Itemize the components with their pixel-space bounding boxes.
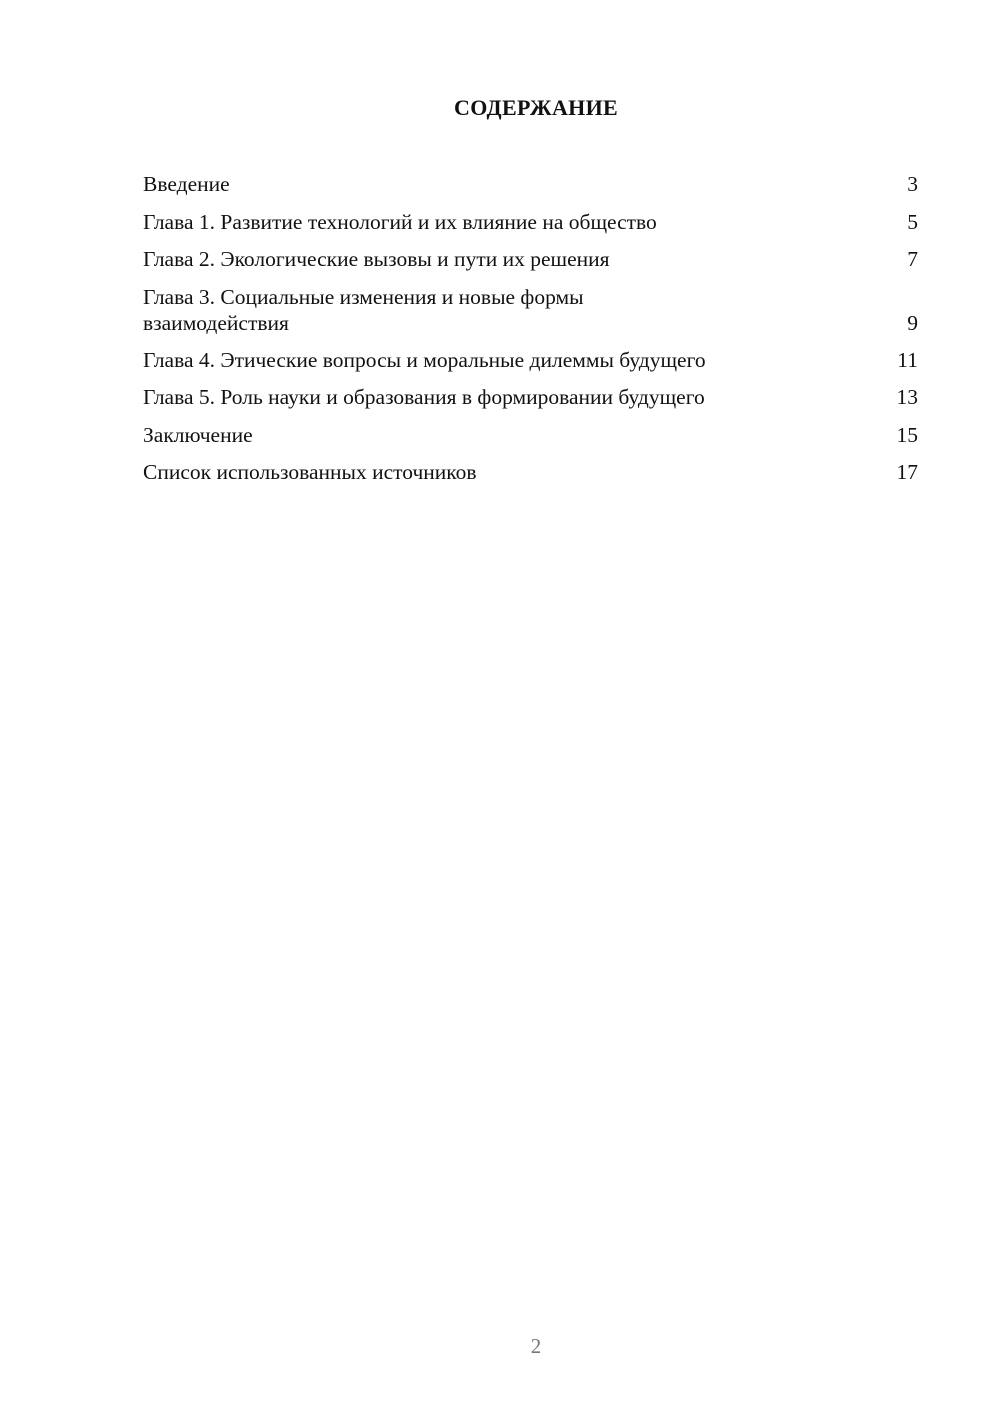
toc-entry-page: 5	[907, 209, 918, 234]
toc-entry-text: Глава 1. Развитие технологий и их влияние на общество	[143, 209, 657, 234]
toc-entry-chapter-1[interactable]	[143, 209, 918, 235]
toc-entry-chapter-3[interactable]	[143, 284, 918, 336]
toc-entry-text: Глава 4. Этические вопросы и моральные дилеммы будущего	[143, 347, 706, 372]
toc-entry-references[interactable]	[143, 459, 918, 485]
toc-entry-chapter-4[interactable]	[143, 347, 918, 373]
toc-title: СОДЕРЖАНИЕ	[454, 95, 618, 120]
toc-entry-page: 15	[896, 422, 918, 447]
toc-entry-chapter-5[interactable]	[143, 384, 918, 410]
toc-entry-page: 17	[896, 460, 918, 484]
toc-entry-conclusion[interactable]	[143, 422, 918, 448]
toc-entry-chapter-2[interactable]	[143, 246, 918, 272]
toc-entry-text: Введение	[143, 172, 230, 196]
toc-entry-page: 11	[897, 347, 918, 372]
toc-entry-introduction[interactable]	[143, 171, 918, 197]
table-of-contents	[143, 171, 918, 497]
toc-entry-text: Список использованных источников	[143, 460, 477, 484]
toc-entry-text: Глава 2. Экологические вызовы и пути их решения	[143, 247, 610, 271]
toc-entry-text: Заключение	[143, 422, 253, 447]
toc-entry-page: 9	[907, 310, 918, 335]
toc-entry-page: 13	[896, 385, 918, 409]
toc-entry-text: Глава 3. Социальные изменения и новые формы взаимодействия	[143, 284, 584, 335]
page-number: 2	[530, 1334, 542, 1358]
toc-entry-page: 7	[907, 247, 918, 271]
toc-entry-page: 3	[907, 172, 918, 196]
toc-entry-text: Глава 5. Роль науки и образования в формировании будущего	[143, 385, 705, 409]
